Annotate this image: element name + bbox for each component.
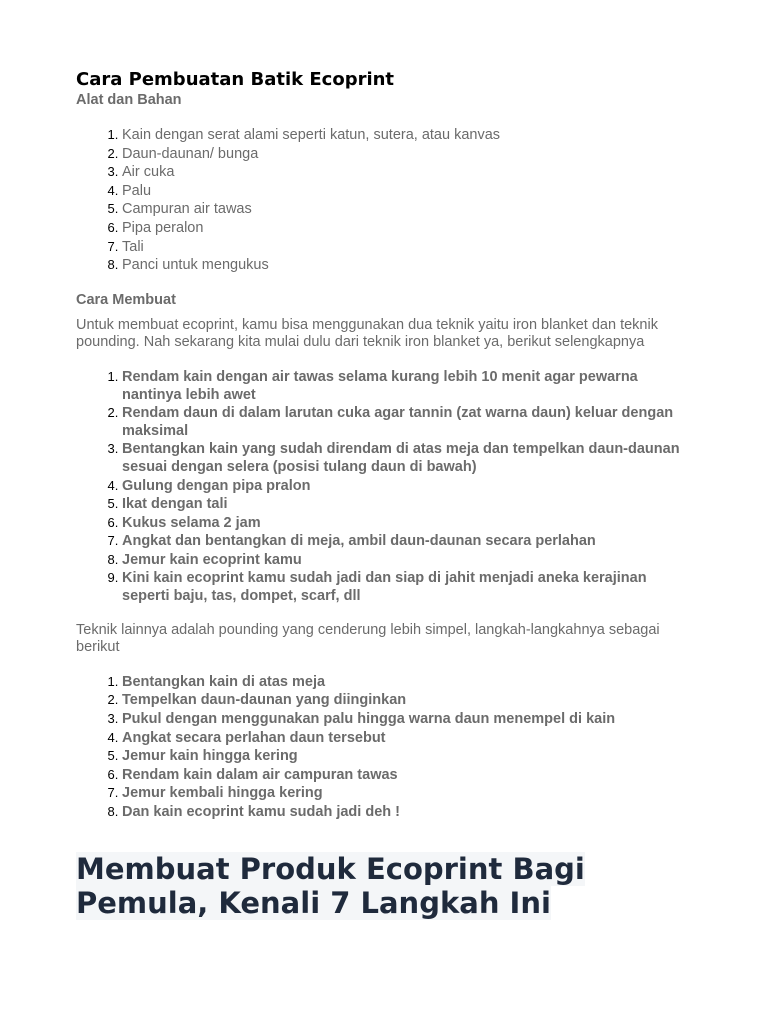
article-heading xyxy=(76,852,676,920)
list-item: 1. Bentangkan kain di atas meja xyxy=(122,673,696,692)
method-intro: Untuk membuat ecoprint, kamu bisa menggunakan dua teknik yaitu iron blanket dan teknik pounding. Nah sekarang kita mulai dulu dari teknik iron blanket ya, berikut selengkapnya xyxy=(76,316,658,351)
list-item: 6. Rendam kain dalam air campuran tawas xyxy=(122,766,696,785)
pounding-intro: Teknik lainnya adalah pounding yang cenderung lebih simpel, langkah-langkahnya sebagai berikut xyxy=(76,621,660,656)
list-item: 7. Tali xyxy=(122,238,696,257)
list-item: 5. Ikat dengan tali xyxy=(122,495,696,514)
list-item: 7. Jemur kembali hingga kering xyxy=(122,784,696,803)
document-page xyxy=(76,68,696,920)
list-item: 9. Kini kain ecoprint kamu sudah jadi dan siap di jahit menjadi aneka kerajinan seperti baju, tas, dompet, scarf, dll xyxy=(122,569,696,605)
list-item: 3. Air cuka xyxy=(122,163,696,182)
list-item: 6. Pipa peralon xyxy=(122,219,696,238)
list-item: 8. Jemur kain ecoprint kamu xyxy=(122,551,696,570)
materials-list xyxy=(76,126,696,275)
pounding-steps xyxy=(76,673,696,822)
list-item: 1. Rendam kain dengan air tawas selama kurang lebih 10 menit agar pewarna nantinya lebih awet xyxy=(122,368,696,404)
list-item: 5. Jemur kain hingga kering xyxy=(122,747,696,766)
materials-heading: Alat dan Bahan xyxy=(76,92,182,108)
list-item: 6. Kukus selama 2 jam xyxy=(122,514,696,533)
list-item: 7. Angkat dan bentangkan di meja, ambil daun-daunan secara perlahan xyxy=(122,532,696,551)
list-item: 4. Gulung dengan pipa pralon xyxy=(122,477,696,496)
list-item: 5. Campuran air tawas xyxy=(122,200,696,219)
list-item: 2. Tempelkan daun-daunan yang diinginkan xyxy=(122,691,696,710)
list-item: 4. Angkat secara perlahan daun tersebut xyxy=(122,729,696,748)
list-item: 8. Panci untuk mengukus xyxy=(122,256,696,275)
list-item: 8. Dan kain ecoprint kamu sudah jadi deh ! xyxy=(122,803,696,822)
list-item: 2. Rendam daun di dalam larutan cuka agar tannin (zat warna daun) keluar dengan maksimal xyxy=(122,404,696,440)
list-item: 3. Bentangkan kain yang sudah direndam di atas meja dan tempelkan daun-daunan sesuai dengan selera (posisi tulang daun di bawah) xyxy=(122,440,696,476)
iron-blanket-steps xyxy=(76,368,696,606)
article-heading-text: Membuat Produk Ecoprint Bagi Pemula, Kenali 7 Langkah Ini xyxy=(76,851,585,920)
list-item: 4. Palu xyxy=(122,182,696,201)
list-item: 3. Pukul dengan menggunakan palu hingga warna daun menempel di kain xyxy=(122,710,696,729)
method-heading: Cara Membuat xyxy=(76,291,176,308)
list-item: 1. Kain dengan serat alami seperti katun, sutera, atau kanvas xyxy=(122,126,696,145)
document-title: Cara Pembuatan Batik Ecoprint xyxy=(76,69,395,90)
list-item: 2. Daun-daunan/ bunga xyxy=(122,145,696,164)
